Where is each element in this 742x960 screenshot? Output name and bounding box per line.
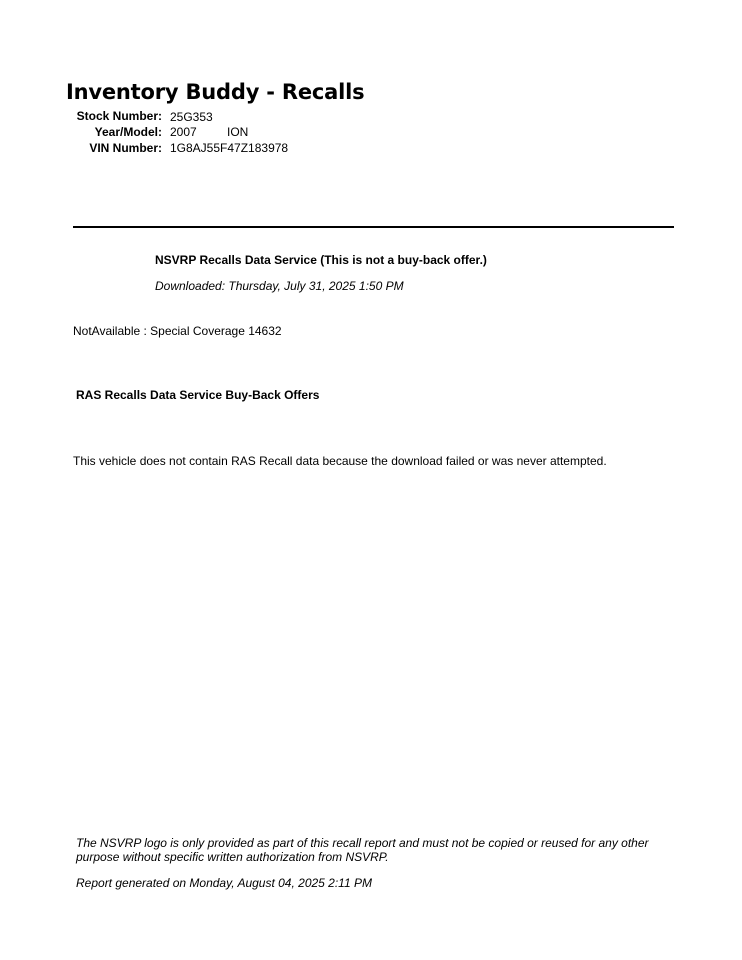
ras-message: This vehicle does not contain RAS Recall data because the download failed or was never attempted. <box>73 454 607 468</box>
model-value: ION <box>227 125 249 139</box>
nsvrp-heading: NSVRP Recalls Data Service (This is not a buy-back offer.) <box>155 253 487 267</box>
year-value: 2007 <box>170 125 197 139</box>
vin-number-label: VIN Number: <box>89 141 162 155</box>
nsvrp-downloaded: Downloaded: Thursday, July 31, 2025 1:50 PM <box>155 279 404 293</box>
section-divider <box>73 226 674 228</box>
year-model-label: Year/Model: <box>94 125 162 139</box>
special-coverage-text: NotAvailable : Special Coverage 14632 <box>73 324 282 338</box>
vin-number-value: 1G8AJ55F47Z183978 <box>170 141 289 155</box>
page-title: Inventory Buddy - Recalls <box>66 80 365 104</box>
stock-number-value: 25G353 <box>170 110 213 124</box>
report-generated: Report generated on Monday, August 04, 2025 2:11 PM <box>76 876 372 890</box>
ras-heading: RAS Recalls Data Service Buy-Back Offers <box>76 388 320 402</box>
stock-number-label: Stock Number: <box>76 109 162 123</box>
logo-notice: The NSVRP logo is only provided as part of this recall report and must not be copied or reused for any other purpose without specific written authorization from NSVRP. <box>76 836 649 864</box>
